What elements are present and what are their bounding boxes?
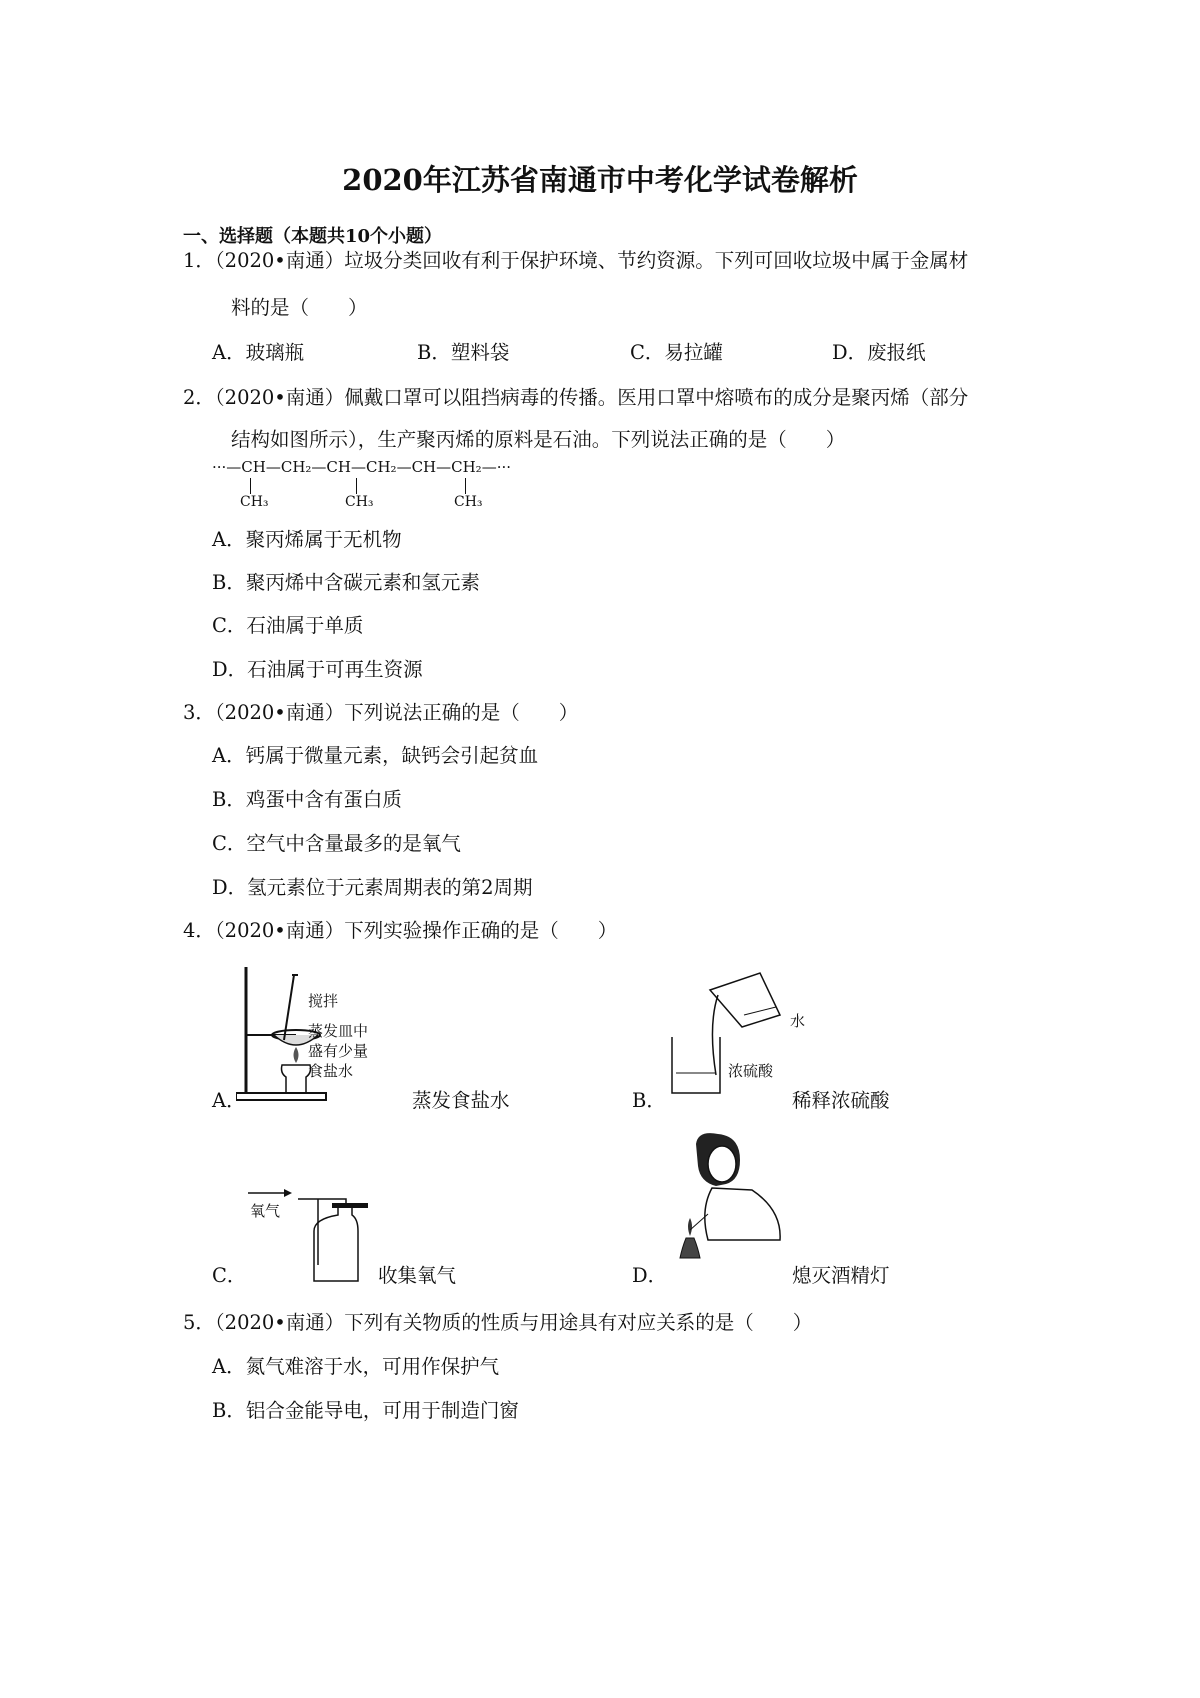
option-c: C．易拉罐 [630,341,723,364]
question-3-option-a: A．钙属于微量元素，缺钙会引起贫血 [212,744,539,767]
question-1-stem: 1．（2020•南通）垃圾分类回收有利于保护环境、节约资源。下列可回收垃圾中属于金属材 [183,249,969,272]
q4-option-a-letter: A． [212,1089,246,1112]
branch-bond-3 [465,478,466,494]
alcohol-lamp-figure [660,1130,790,1280]
q4-option-c-letter: C． [212,1264,247,1287]
section-heading: 一、选择题（本题共10个小题） [183,226,443,247]
branch-bond-1 [250,478,251,494]
question-4-stem: 4．（2020•南通）下列实验操作正确的是（ ） [183,919,618,942]
acid-label: 浓硫酸 [728,1062,774,1080]
question-3-option-d: D．氢元素位于元素周期表的第2周期 [212,876,533,899]
question-3-option-b: B．鸡蛋中含有蛋白质 [212,788,402,811]
option-a: A．玻璃瓶 [212,341,305,364]
question-3-stem: 3．（2020•南通）下列说法正确的是（ ） [183,701,579,724]
option-b: B．塑料袋 [417,341,510,364]
question-3-option-c: C．空气中含量最多的是氧气 [212,832,461,855]
branch-bond-2 [356,478,357,494]
question-2-option-c: C．石油属于单质 [212,614,364,637]
question-5-stem: 5．（2020•南通）下列有关物质的性质与用途具有对应关系的是（ ） [183,1311,813,1334]
option-d: D．废报纸 [832,341,926,364]
dish-label-2: 盛有少量 [308,1042,369,1060]
methyl-group-1: CH₃ [240,494,269,510]
question-2-option-d: D．石油属于可再生资源 [212,658,423,681]
question-2-option-a: A．聚丙烯属于无机物 [212,528,402,551]
page-title: 2020年江苏省南通市中考化学试卷解析 [342,163,858,197]
question-2-stem-cont: 结构如图所示），生产聚丙烯的原料是石油。下列说法正确的是（ ） [231,428,846,451]
q4-option-a-caption: 蒸发食盐水 [412,1089,510,1112]
water-label: 水 [790,1012,806,1030]
polymer-chain-formula: ···—CH—CH₂—CH—CH₂—CH—CH₂—··· [212,458,511,476]
dish-label-1: 蒸发皿中 [308,1022,369,1040]
dilution-apparatus-figure [668,965,788,1105]
q4-option-d-letter: D． [632,1264,668,1287]
question-1-stem-cont: 料的是（ ） [231,296,368,319]
q4-option-d-caption: 熄灭酒精灯 [792,1264,890,1287]
question-2-option-b: B．聚丙烯中含碳元素和氢元素 [212,571,480,594]
oxygen-label: 氧气 [250,1202,281,1220]
q4-option-b-caption: 稀释浓硫酸 [792,1089,890,1112]
question-5-option-b: B．铝合金能导电，可用于制造门窗 [212,1399,519,1422]
stir-label: 搅拌 [308,992,339,1010]
methyl-group-2: CH₃ [345,494,374,510]
methyl-group-3: CH₃ [454,494,483,510]
polypropylene-structure [212,458,592,518]
q4-option-b-letter: B． [632,1089,666,1112]
dish-label-3: 食盐水 [308,1062,354,1080]
question-2-stem: 2．（2020•南通）佩戴口罩可以阻挡病毒的传播。医用口罩中熔喷布的成分是聚丙烯（部分 [183,386,969,409]
question-5-option-a: A．氮气难溶于水，可用作保护气 [212,1355,500,1378]
q4-option-c-caption: 收集氧气 [378,1264,457,1287]
